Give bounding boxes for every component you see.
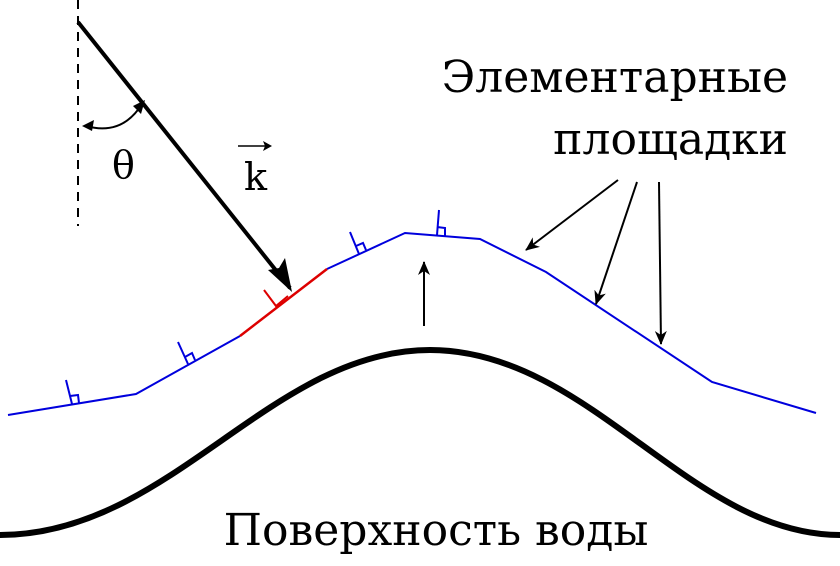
facets-right — [327, 233, 816, 413]
facet-pointer-arrow-1 — [526, 180, 618, 250]
facets-label-line2: площадки — [553, 114, 788, 165]
theta-angle-arc — [86, 104, 142, 128]
facet-pointer-arrow-2 — [596, 182, 637, 304]
theta-arc-head-left — [82, 120, 94, 131]
theta-label: θ — [112, 143, 135, 187]
surface-label: Поверхность воды — [223, 505, 649, 556]
facets-label-line1: Элементарные — [441, 52, 788, 103]
facet-pointer-arrow-3 — [659, 182, 661, 344]
highlighted-facet-right-angle — [264, 290, 288, 306]
facet-normal-3 — [350, 232, 366, 254]
facet-normal-2 — [178, 342, 195, 364]
k-label: k — [244, 155, 268, 199]
facets-left — [8, 336, 240, 415]
facet-normal-4 — [437, 210, 445, 236]
facet-normal-1 — [66, 380, 79, 404]
